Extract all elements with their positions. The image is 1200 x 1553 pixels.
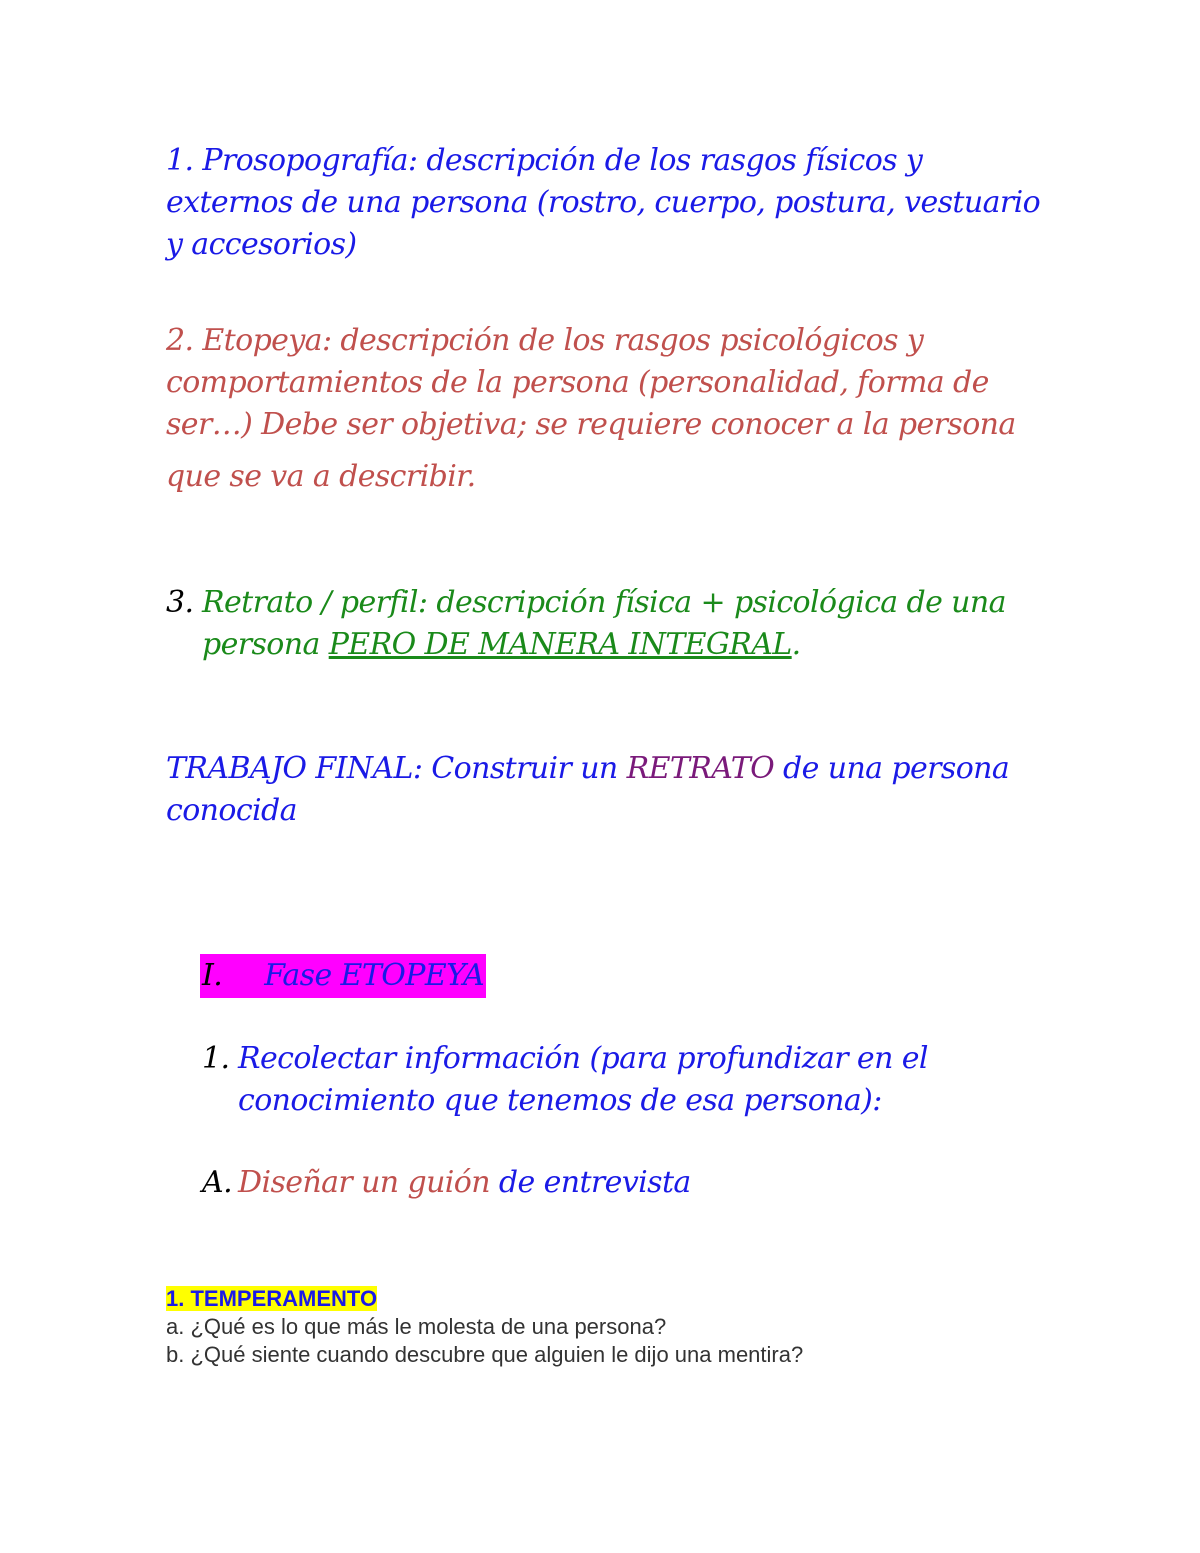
disenar-part1: Diseñar un guión [238, 1165, 490, 1200]
disenar-part2: de entrevista [489, 1165, 691, 1200]
trabajo-final-part2: de una persona conocida [166, 751, 1010, 828]
trabajo-final-part1: TRABAJO FINAL: Construir un [166, 751, 627, 786]
prosopografia-paragraph [166, 140, 1046, 266]
etopeya-last-line: que se va a describir. [166, 459, 476, 494]
trabajo-final-retrato: RETRATO [626, 751, 775, 786]
disenar-letter: A. [202, 1165, 233, 1200]
fase-highlight [200, 954, 486, 998]
retrato-number: 3. [166, 585, 194, 620]
trabajo-final-paragraph [166, 748, 1046, 832]
temperamento-heading: 1. TEMPERAMENTO [166, 1286, 378, 1311]
temperamento-question: a. ¿Qué es lo que más le molesta de una persona? [166, 1314, 667, 1339]
prosopografia-text: 1. Prosopografía: descripción de los rasgos físicos y externos de una persona (rostro, cuerpo, postura, vestuario y accesorios) [166, 143, 1041, 262]
retrato-paragraph [166, 582, 1032, 666]
recolectar-paragraph [202, 1038, 978, 1122]
fase-heading [200, 954, 486, 998]
retrato-text: Retrato / perfil: descripción física + psicológica de una persona [202, 585, 1006, 662]
fase-numeral: I. [202, 958, 223, 993]
recolectar-text: Recolectar información (para profundizar en el conocimiento que tenemos de esa persona): [238, 1041, 928, 1118]
recolectar-number: 1. [202, 1041, 230, 1076]
fase-label: Fase ETOPEYA [264, 958, 485, 993]
etopeya-text: 2. Etopeya: descripción de los rasgos psicológicos y comportamientos de la persona (personalidad, forma de ser…) Debe ser objetiva; se requiere conocer a la persona [166, 323, 1016, 442]
retrato-end: . [791, 627, 801, 662]
etopeya-paragraph [166, 320, 1046, 498]
temperamento-question: b. ¿Qué siente cuando descubre que alguien le dijo una mentira? [166, 1342, 804, 1367]
retrato-underlined: PERO DE MANERA INTEGRAL [328, 627, 792, 662]
disenar-paragraph [202, 1162, 978, 1204]
